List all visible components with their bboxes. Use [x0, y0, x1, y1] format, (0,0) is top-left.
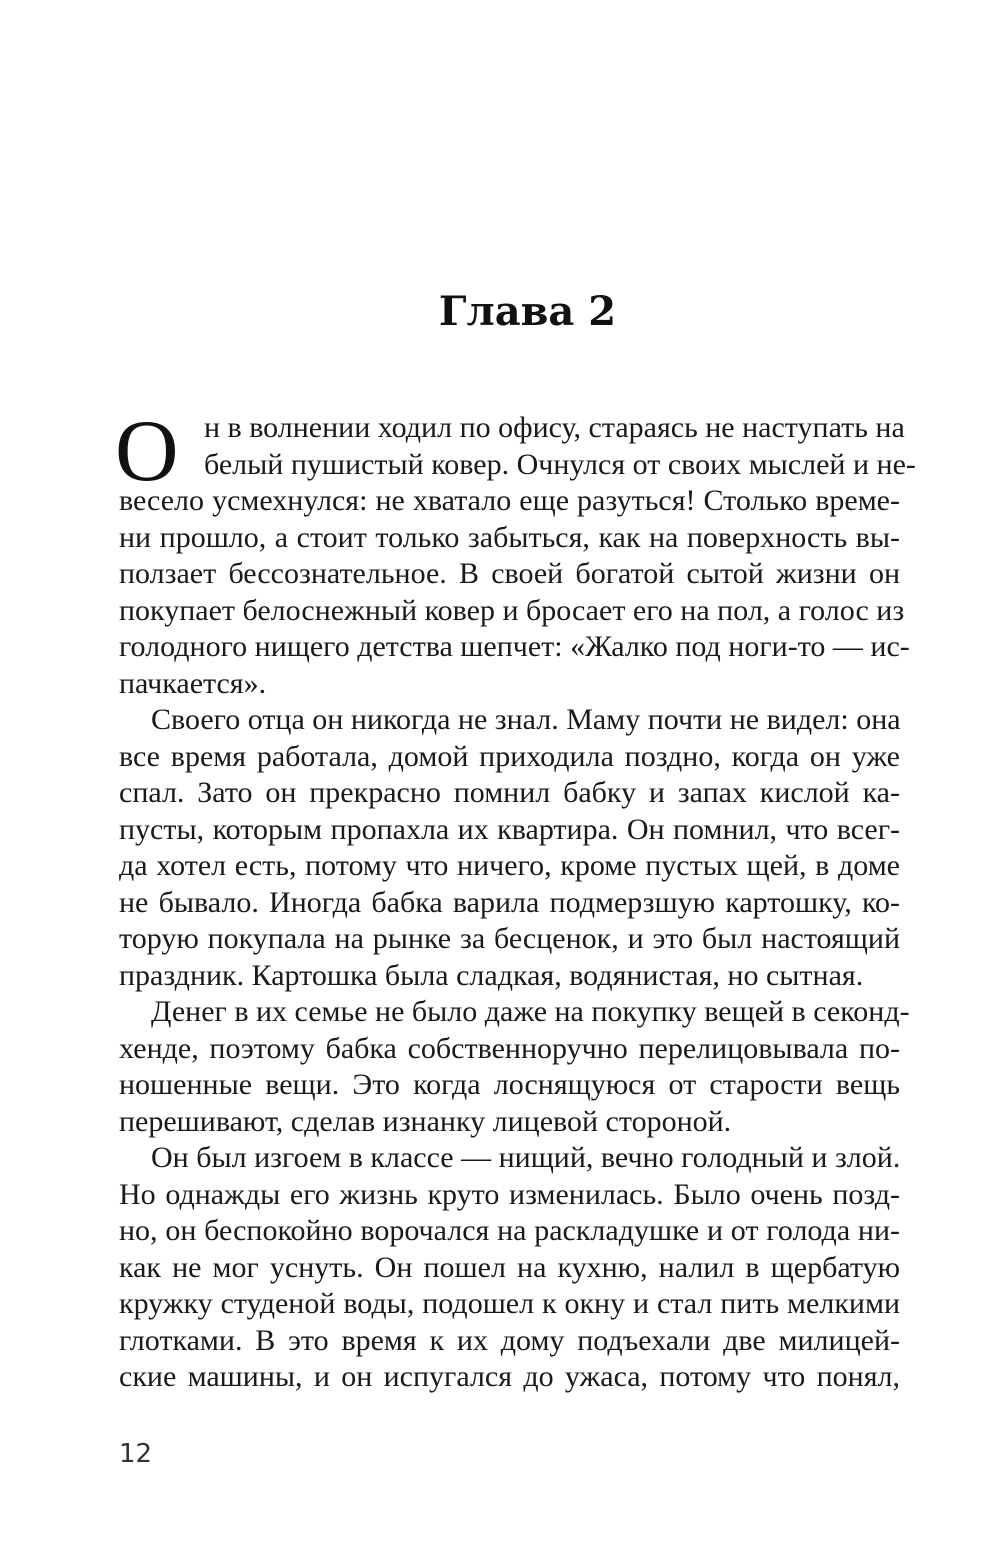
- paragraph: [119, 702, 900, 994]
- text-line: пачкается».: [119, 666, 267, 700]
- text-line: Он был изгоем в классе — нищий, вечно голодный и злой.: [151, 1141, 901, 1174]
- text-line: весело усмехнулся: не хватало еще разуться! Столько време-: [119, 484, 900, 517]
- paragraph: [119, 1140, 900, 1396]
- text-line: но, он беспокойно ворочался на раскладушке и от голода ни-: [119, 1214, 900, 1247]
- paragraph: [119, 994, 910, 1140]
- text-line: ни прошло, а стоит только забыться, как на поверхность вы-: [119, 520, 900, 554]
- text-line: хенде, поэтому бабка собственноручно перелицовывала по-: [119, 1031, 900, 1065]
- text-line: ползает бессознательное. В своей богатой сытой жизни он: [119, 557, 900, 590]
- text-line: ношенные вещи. Это когда лоснящуюся от старости вещь: [119, 1068, 900, 1101]
- text-line: белый пушистый ковер. Очнулся от своих мыслей и не-: [204, 447, 916, 481]
- text-line: покупает белоснежный ковер и бросает его на пол, а голос из: [119, 593, 905, 627]
- text-line: перешивают, сделав изнанку лицевой стороной.: [119, 1104, 732, 1138]
- text-line: Но однажды его жизнь круто изменилась. Было очень позд-: [119, 1177, 900, 1211]
- paragraph: [119, 410, 916, 702]
- text-line: как не мог уснуть. Он пошел на кухню, налил в щербатую: [119, 1250, 900, 1284]
- drop-cap: О: [115, 403, 179, 500]
- text-line: пусты, которым пропахла их квартира. Он помнил, что всег-: [119, 812, 900, 846]
- page-number: 12: [119, 1439, 153, 1469]
- text-line: ские машины, и он испугался до ужаса, потому что понял,: [119, 1360, 900, 1393]
- text-line: не бывало. Иногда бабка варила подмерзшую картошку, ко-: [119, 885, 900, 919]
- text-line: праздник. Картошка была сладкая, водянистая, но сытная.: [119, 958, 864, 992]
- body-text: [115, 403, 916, 1396]
- text-line: кружку студеной воды, подошел к окну и стал пить мелкими: [119, 1287, 900, 1320]
- text-line: все время работала, домой приходила поздно, когда он уже: [119, 739, 900, 773]
- text-line: глотками. В это время к их дому подъехали две милицей-: [119, 1323, 900, 1357]
- text-line: Своего отца он никогда не знал. Маму почти не видел: она: [151, 703, 901, 736]
- text-line: да хотел есть, потому что ничего, кроме пустых щей, в доме: [119, 849, 900, 882]
- text-line: голодного нищего детства шепчет: «Жалко под ноги-то — ис-: [119, 630, 910, 663]
- text-line: спал. Зато он прекрасно помнил бабку и запах кислой ка-: [119, 776, 900, 809]
- text-line: Денег в их семье не было даже на покупку вещей в секонд-: [151, 995, 910, 1028]
- text-line: торую покупала на рынке за бесценок, и это был настоящий: [119, 922, 900, 955]
- text-line: н в волнении ходил по офису, стараясь не наступать на: [204, 411, 905, 444]
- chapter-title: Глава 2: [438, 288, 617, 335]
